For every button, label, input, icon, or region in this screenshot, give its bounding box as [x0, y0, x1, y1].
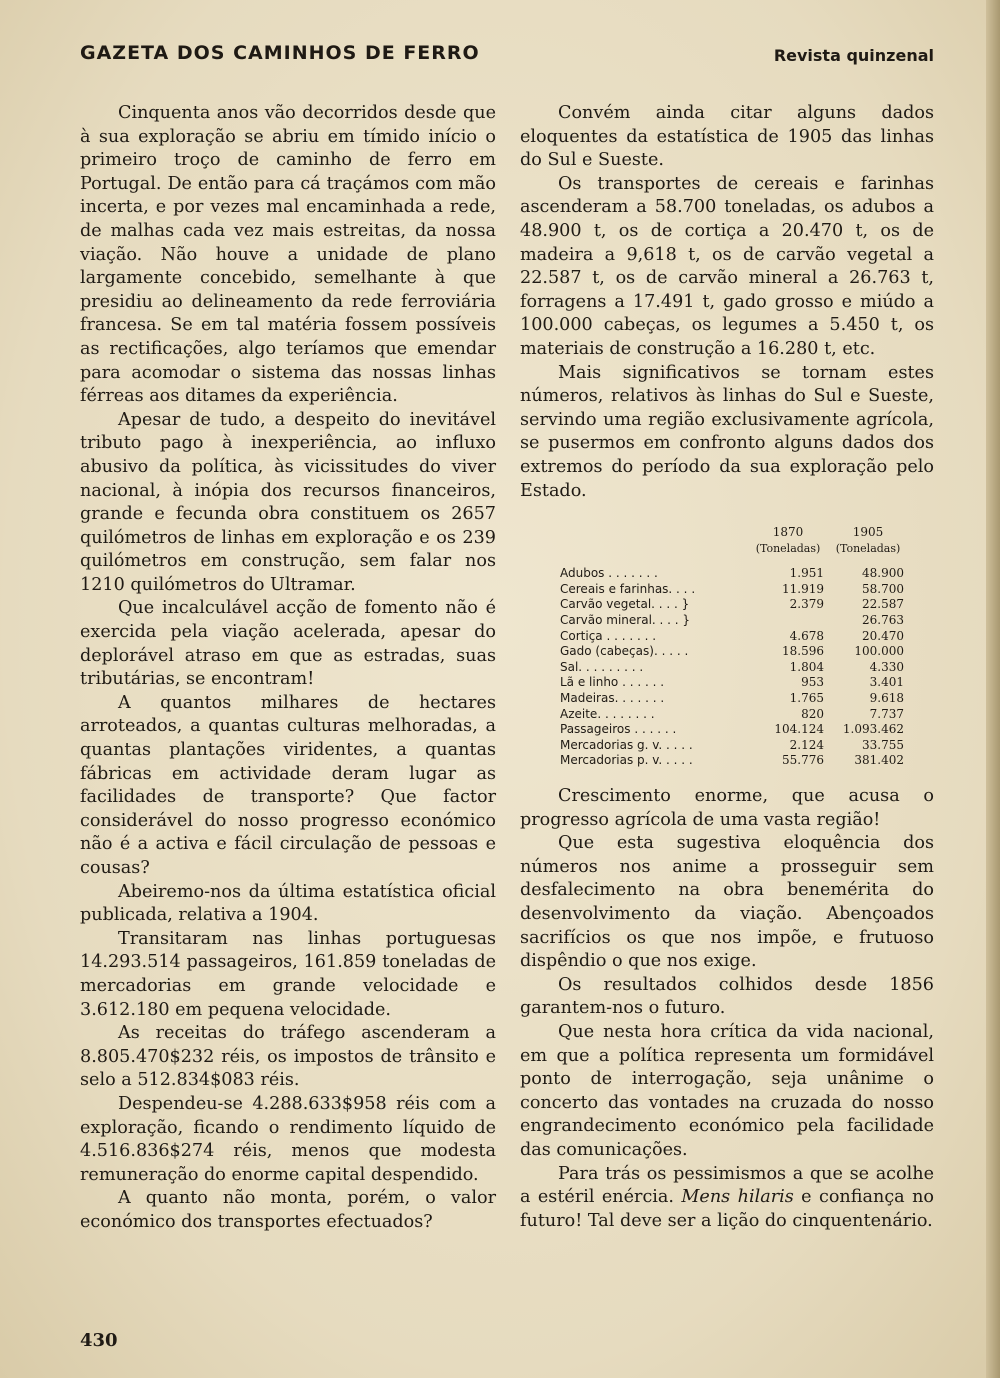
table-row: [560, 707, 908, 723]
paragraph: Os transportes de cereais e farinhas ascenderam a 58.700 toneladas, os adubos a 48.900 t, os de cortiça a 20.470 t, os de madeira a 9,618 t, os de carvão vegetal a 22.587 t, os de carvão mineral a 26.763 t, forragens a 17.491 t, gado grosso e miúdo a 100.000 cabeças, os legumes a 5.450 t, os materiais de construção a 16.280 t, etc.: [520, 173, 934, 359]
value-1870: [748, 613, 828, 629]
paragraph: Abeiremo-nos da última estatística oficial publicada, relativa a 1904.: [80, 881, 496, 926]
value-1905: 20.470: [862, 628, 904, 643]
paragraph: As receitas do tráfego ascenderam a 8.805.470$232 réis, os impostos de trânsito e selo a 512.834$083 réis.: [80, 1023, 496, 1091]
table-row: [560, 691, 908, 707]
paragraph: Que esta sugestiva eloquência dos números nos anime a prosseguir sem desfalecimento na obra benemérita do desenvolvimento da viação. Abençoados sacrifícios os que nos impõe, e frutuoso dispêndio o que nos exige.: [520, 833, 934, 972]
row-label: Azeite. . . . . . . .: [560, 706, 655, 721]
table-row: [560, 722, 908, 738]
page-edge: [986, 0, 1000, 1378]
value-1870: 2.124: [789, 737, 824, 752]
paragraph: A quanto não monta, porém, o valor económico dos transportes efectuados?: [80, 1188, 496, 1232]
unit-header-1870: (Toneladas): [755, 541, 821, 555]
row-label: Lã e linho . . . . . .: [560, 675, 665, 690]
year-header-1905: 1905: [852, 525, 884, 540]
paragraph: Crescimento enorme, que acusa o progresso agrícola de uma vasta região!: [520, 786, 934, 830]
value-1870: 18.596: [782, 644, 824, 659]
row-label: Mercadorias g. v. . . . .: [560, 737, 693, 752]
table-header-row: [560, 525, 908, 541]
value-1905: 48.900: [862, 566, 904, 581]
closing-text-start: Para trás os pessimismos a que se acolhe a estéril enércia.: [520, 1163, 934, 1208]
journal-subtitle: Revista quinzenal: [773, 46, 934, 65]
page-number: 430: [80, 1330, 118, 1351]
table-row: [560, 675, 908, 691]
row-label: Cereais e farinhas. . . .: [560, 581, 696, 596]
value-1905: 381.402: [854, 753, 904, 768]
value-1870: 11.919: [782, 581, 824, 596]
right-column: [520, 102, 934, 1233]
value-1870: 1.951: [789, 566, 824, 581]
value-1870: 1.765: [789, 691, 824, 706]
table-row: [560, 566, 908, 582]
table-row: [560, 582, 908, 598]
value-1870: 55.776: [782, 753, 824, 768]
value-1870: 4.678: [789, 628, 824, 643]
value-1905: 1.093.462: [842, 722, 904, 737]
value-1870: 104.124: [774, 722, 824, 737]
table-row: [560, 753, 908, 769]
row-label: Cortiça . . . . . . .: [560, 628, 657, 643]
table-row: [560, 644, 908, 660]
table-row: [560, 597, 908, 613]
statistics-table: [560, 525, 908, 769]
table-row: [560, 629, 908, 645]
paragraph: Despendeu-se 4.288.633$958 réis com a exploração, ficando o rendimento líquido de 4.516.836$274 réis, menos que modesta remuneração do enorme capital despendido.: [80, 1093, 496, 1185]
value-1905: 100.000: [854, 644, 904, 659]
row-label: Gado (cabeças). . . . .: [560, 644, 689, 659]
row-label: Carvão mineral. . . . }: [560, 613, 691, 628]
table-unit-row: [560, 541, 908, 567]
table-row: [560, 660, 908, 676]
paragraph: Os resultados colhidos desde 1856 garantem-nos o futuro.: [520, 974, 934, 1019]
value-1905: 7.737: [869, 706, 904, 721]
paragraph: A quantos milhares de hectares arroteados, a quantas culturas melhoradas, a quantas plantações viridentes, a quantas fábricas em actividade deram lugar as facilidades de transporte? Que factor considerável do nosso progresso económico não é a activa e fácil circulação de pessoas e cousas?: [80, 692, 496, 878]
closing-text-end: e confiança no futuro! Tal deve ser a lição do cinquentenário.: [520, 1187, 934, 1231]
value-1905: 26.763: [862, 613, 904, 628]
value-1905: 4.330: [869, 659, 904, 674]
value-1905: 3.401: [869, 675, 904, 690]
latin-phrase: Mens hilaris: [681, 1187, 794, 1208]
journal-title: GAZETA DOS CAMINHOS DE FERRO: [80, 42, 480, 64]
left-column: [80, 102, 496, 1235]
table-row: [560, 738, 908, 754]
table-corner: [560, 541, 748, 567]
paragraph: Que nesta hora crítica da vida nacional, em que a política representa um formidável ponto de interrogação, seja unânime o concerto das vontades na cruzada do nosso engrandecimento económico pela facilidade das comunicações.: [520, 1021, 934, 1160]
row-label: Sal. . . . . . . . .: [560, 659, 644, 674]
row-label: Mercadorias p. v. . . . .: [560, 753, 693, 768]
table-body: [560, 566, 908, 769]
value-1870: 2.379: [789, 597, 824, 612]
row-label: Carvão vegetal. . . . }: [560, 597, 690, 612]
unit-header-1905: (Toneladas): [835, 541, 901, 555]
value-1905: 33.755: [862, 737, 904, 752]
paragraph: Apesar de tudo, a despeito do inevitável tributo pago à inexperiência, ao influxo abusivo da política, às vicissitudes do viver nacional, à inópia dos recursos financeiros, grande e fecunda obra constituem os 2657 quilómetros de linhas em exploração e os 239 quilómetros em construção, sem falar nos 1210 quilómetros do Ultramar.: [80, 409, 496, 595]
paragraph: Transitaram nas linhas portuguesas 14.293.514 passageiros, 161.859 toneladas de mercadorias em grande velocidade e 3.612.180 em pequena velocidade.: [80, 928, 496, 1020]
value-1870: 953: [801, 675, 824, 690]
paragraph: Mais significativos se tornam estes números, relativos às linhas do Sul e Sueste, servindo uma região exclusivamente agrícola, se pusermos em confronto alguns dados dos extremos do período da sua exploração pelo Estado.: [520, 362, 934, 501]
value-1905: 22.587: [862, 597, 904, 612]
value-1905: 9.618: [869, 691, 904, 706]
paragraph: Que incalculável acção de fomento não é exercida pela viação acelerada, apesar do deplorável atraso em que as estradas, suas tributárias, se encontram!: [80, 598, 496, 690]
paragraph: Cinquenta anos vão decorridos desde que à sua exploração se abriu em tímido início o primeiro troço de caminho de ferro em Portugal. De então para cá traçámos com mão incerta, e por vezes mal encaminhada a rede, de malhas cada vez mais estreitas, da nossa viação. Não houve a unidade de plano largamente concebido, semelhante à que presidiu ao delineamento da rede ferroviária francesa. Se em tal matéria fossem possíveis as rectificações, algo teríamos que emendar para acomodar o sistema das nossas linhas férreas aos ditames da experiência.: [80, 103, 496, 407]
table-corner: [560, 525, 748, 541]
row-label: Madeiras. . . . . . .: [560, 691, 665, 706]
row-label: Adubos . . . . . . .: [560, 566, 658, 581]
value-1870: 1.804: [789, 659, 824, 674]
row-label: Passageiros . . . . . .: [560, 722, 677, 737]
year-header-1870: 1870: [772, 525, 804, 540]
value-1905: 58.700: [862, 581, 904, 596]
value-1870: 820: [801, 706, 824, 721]
paragraph: Convém ainda citar alguns dados eloquentes da estatística de 1905 das linhas do Sul e Sueste.: [520, 103, 934, 171]
closing-paragraph: [520, 1163, 934, 1234]
table-row: [560, 613, 908, 629]
